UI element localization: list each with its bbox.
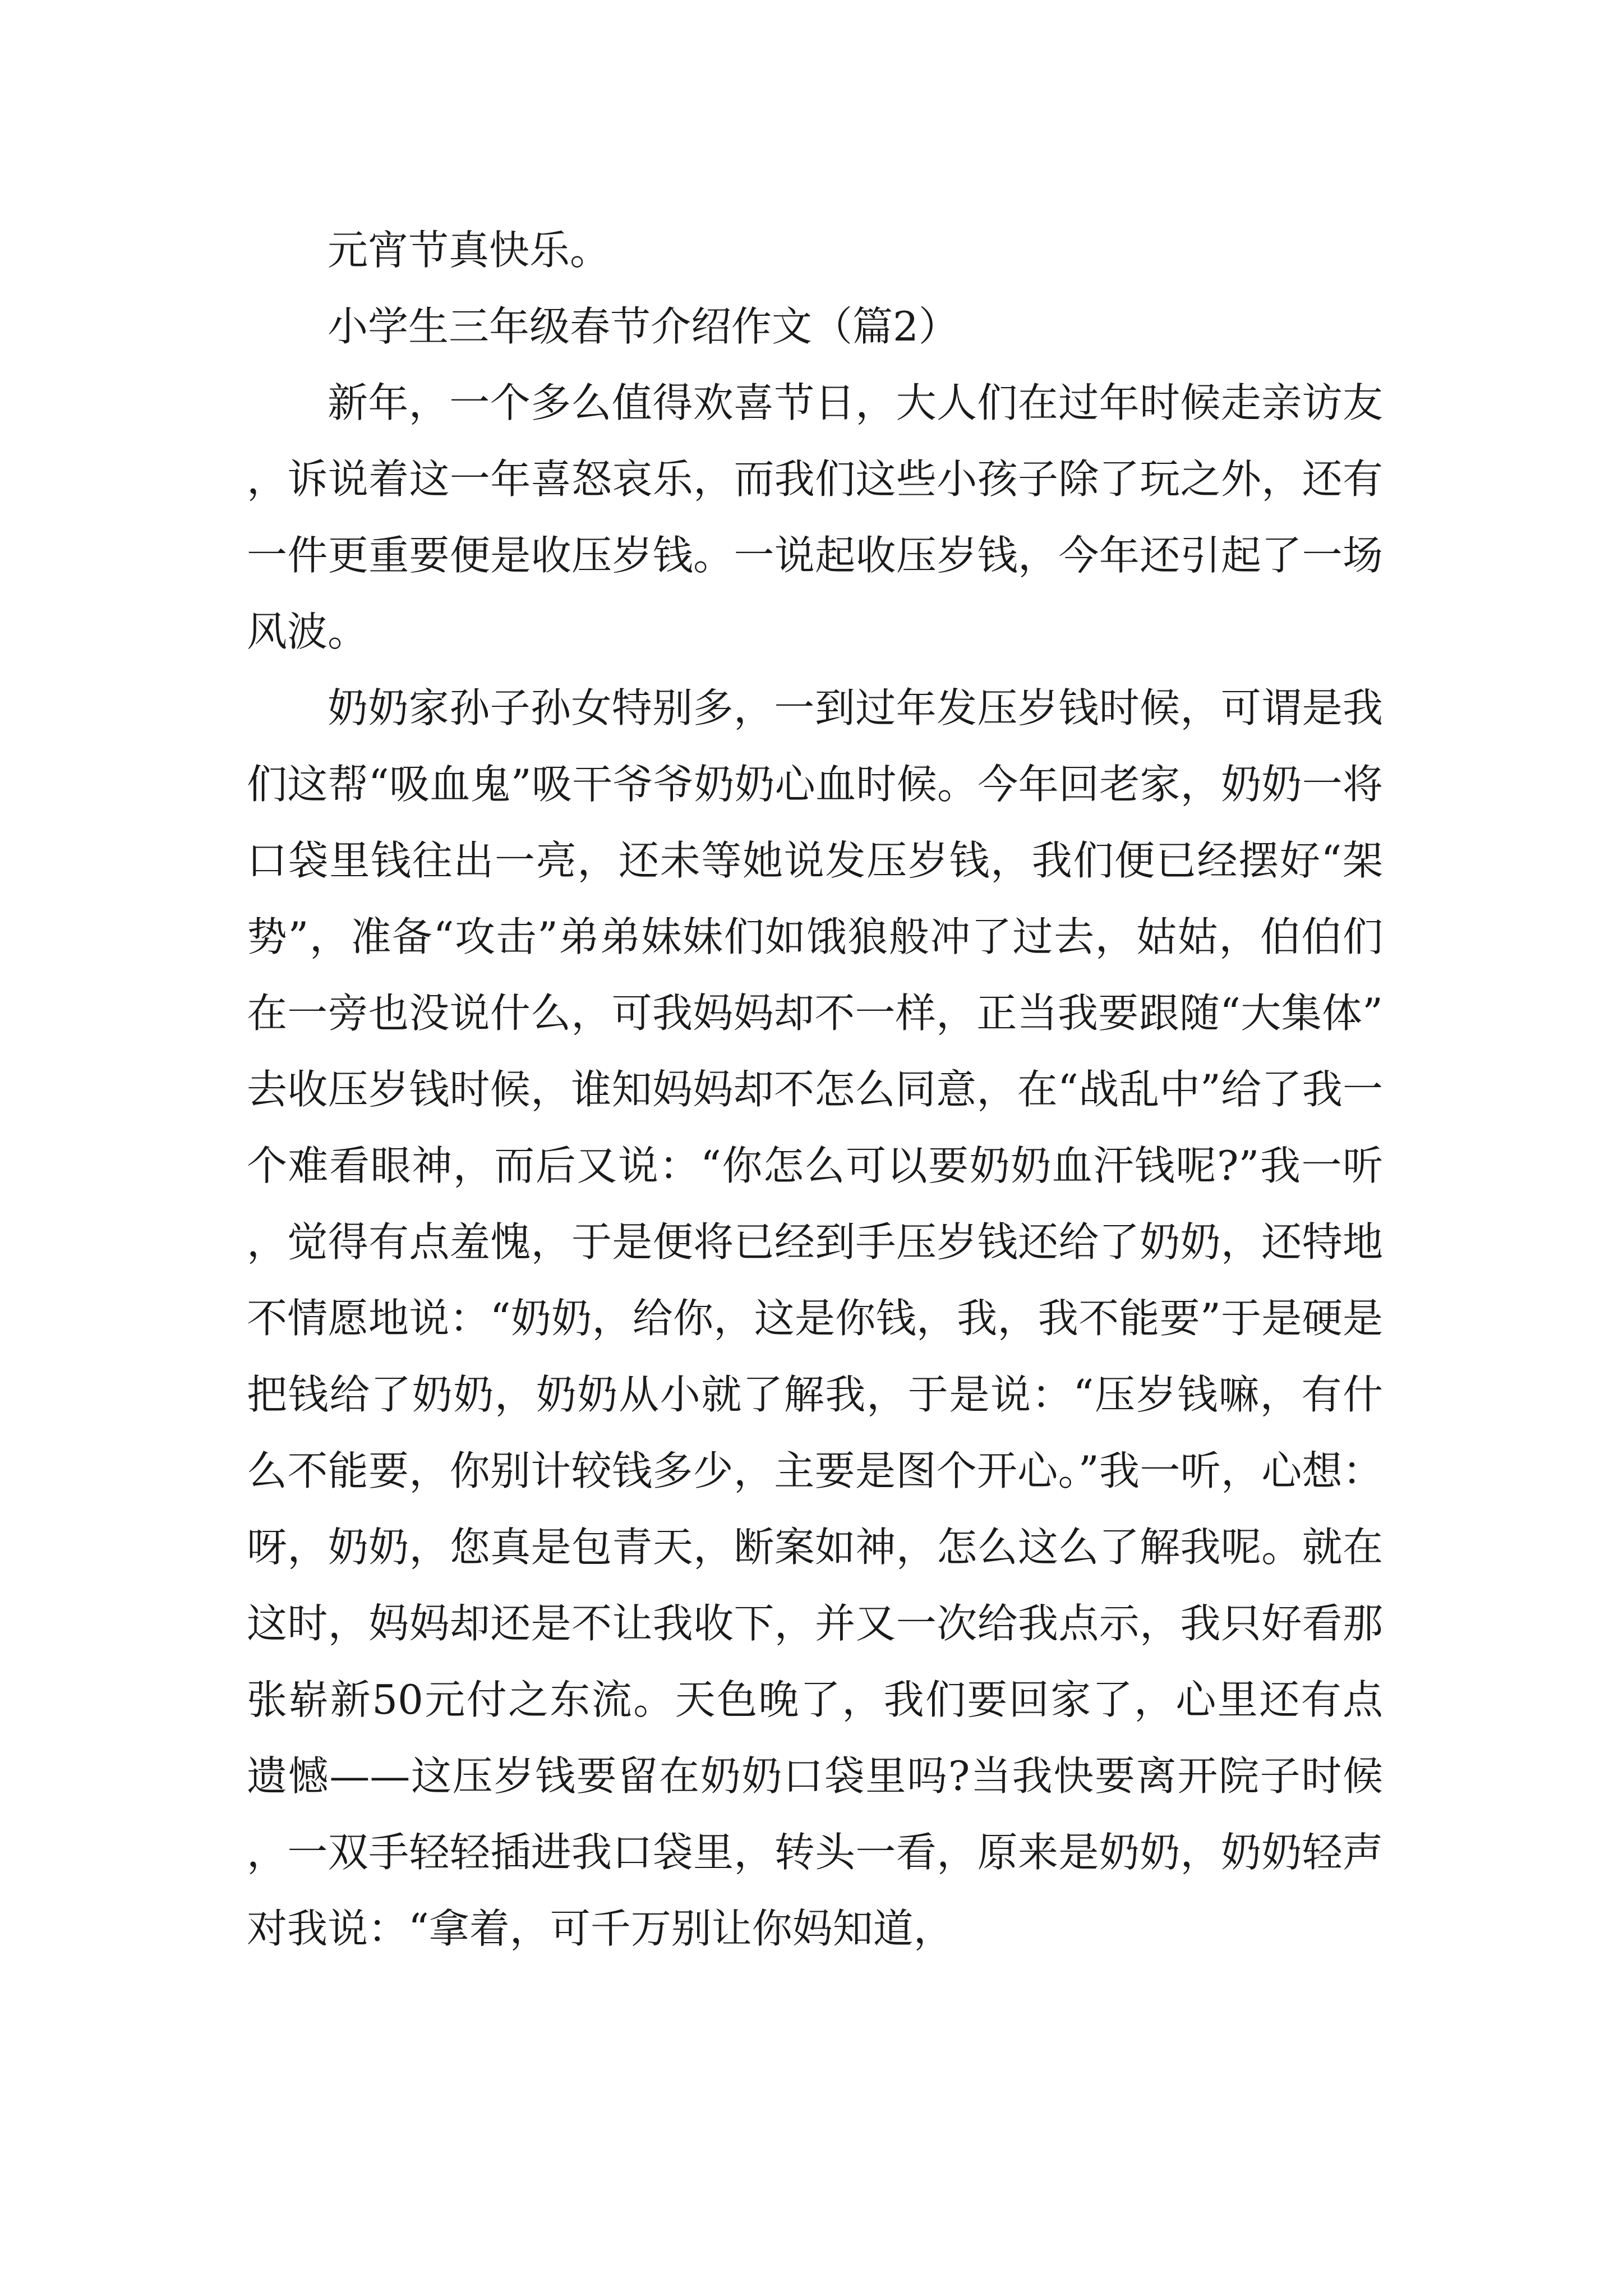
paragraph-intro: 新年，一个多么值得欢喜节日，大人们在过年时候走亲访友，诉说着这一年喜怒哀乐，而我们这些小孩子除了玩之外，还有一件更重要便是收压岁钱。一说起收压岁钱，今年还引起了一场风波。 xyxy=(247,379,1383,655)
paragraph-story: 奶奶家孙子孙女特别多，一到过年发压岁钱时候，可谓是我们这帮“吸血鬼”吸干爷爷奶奶心血时候。今年回老家，奶奶一将口袋里钱往出一亮，还未等她说发压岁钱，我们便已经摆好“架势”，准备“攻击”弟弟妹妹们如饿狼般冲了过去，姑姑，伯伯们在一旁也没说什么，可我妈妈却不一样，正当我要跟随“大集体”去收压岁钱时候，谁知妈妈却不怎么同意，在“战乱中”给了我一个难看眼神，而后又说：“你怎么可以要奶奶血汗钱呢?”我一听，觉得有点羞愧，于是便将已经到手压岁钱还给了奶奶，还特地不情愿地说：“奶奶，给你，这是你钱，我，我不能要”于是硬是把钱给了奶奶，奶奶从小就了解我，于是说：“压岁钱嘛，有什么不能要，你别计较钱多少，主要是图个开心。”我一听，心想：呀，奶奶，您真是包青天，断案如神，怎么这么了解我呢。就在这时，妈妈却还是不让我收下，并又一次给我点示，我只好看那张崭新50元付之东流。天色晚了，我们要回家了，心里还有点遗憾——这压岁钱要留在奶奶口袋里吗?当我快要离开院子时候，一双手轻轻插进我口袋里，转头一看，原来是奶奶，奶奶轻声对我说：“拿着，可千万别让你妈知道， xyxy=(247,684,1383,1952)
paragraph-closing-line: 元宵节真快乐。 xyxy=(328,227,611,274)
section-heading: 小学生三年级春节介绍作文（篇2） xyxy=(328,303,959,350)
document-body xyxy=(247,212,1383,1967)
